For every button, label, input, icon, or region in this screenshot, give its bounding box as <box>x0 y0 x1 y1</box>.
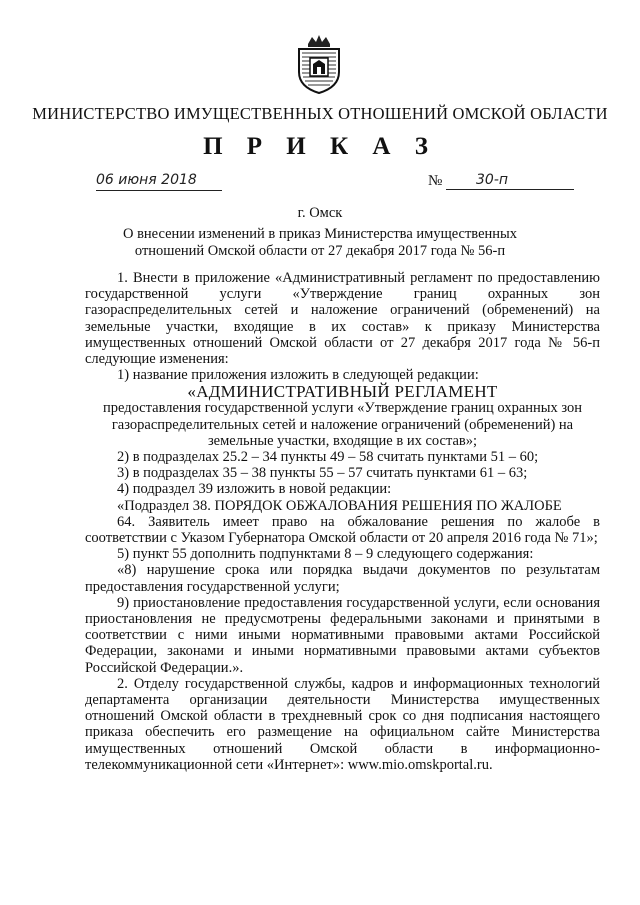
paragraph-1-item-3: 3) в подразделах 35 – 38 пункты 55 – 57 считать пунктами 61 – 63; <box>117 465 528 482</box>
subitem-9: 9) приостановление предоставления государственной услуги, если основания приостановления не предусмотрены федеральными законами и принятыми в соответствии с ними иными нормативными правовыми актами Российской Федерации, законами и иными нормативными правовыми актами субъектов Российской Федерации.». <box>85 594 600 676</box>
document-title: П Р И К А З <box>203 133 437 160</box>
city: г. Омск <box>297 205 343 221</box>
order-subject: О внесении изменений в приказ Министерства имущественных отношений Омской области от 27 декабря 2017 года № 56-п <box>122 226 518 259</box>
clause-64: 64. Заявитель имеет право на обжалование решения по жалобе в соответствии с Указом Губернатора Омской области от 20 апреля 2016 года № 71»; <box>85 513 600 547</box>
paragraph-1: 1. Внести в приложение «Административный регламент по предоставлению государственной услуги «Утверждение границ охранных зон газораспределительных сетей и наложение ограничений (обременений) на земельные участки, входящие в их состав» к приказу Министерства имущественных отношений Омской области от 27 декабря 2017 года № 56-п следующие изменения: <box>85 270 600 368</box>
paragraph-2: 2. Отделу государственной службы, кадров и информационных технологий департамента организации деятельности Министерства имущественных отношений Омской области в трехдневный срок со дня подписания настоящего приказа обеспечить его размещение на официальном сайте Министерства имущественных отношений Омской области в информационно-телекоммуникационной сети «Интернет»: www.mio.omskportal.ru. <box>85 675 600 773</box>
paragraph-1-item-2: 2) в подразделах 25.2 – 34 пункты 49 – 58 считать пунктами 51 – 60; <box>117 449 539 466</box>
order-number: 30-п <box>446 172 574 190</box>
regulation-heading: «АДМИНИСТРАТИВНЫЙ РЕГЛАМЕНТ <box>187 382 498 402</box>
subitem-8: «8) нарушение срока или порядка выдачи документов по результатам предоставления государственной услуги; <box>85 562 600 595</box>
paragraph-1-item-4: 4) подраздел 39 изложить в новой редакции: <box>117 481 392 498</box>
order-date: 06 июня 2018 <box>96 172 222 191</box>
number-label: № <box>428 173 443 189</box>
paragraph-1-item-1: 1) название приложения изложить в следующей редакции: <box>117 367 479 384</box>
paragraph-1-item-5: 5) пункт 55 дополнить подпунктами 8 – 9 следующего содержания: <box>117 546 534 563</box>
subsection-38-heading: «Подраздел 38. ПОРЯДОК ОБЖАЛОВАНИЯ РЕШЕНИЯ ПО ЖАЛОБЕ <box>117 497 562 514</box>
order-body <box>85 270 600 773</box>
ministry-name: МИНИСТЕРСТВО ИМУЩЕСТВЕННЫХ ОТНОШЕНИЙ ОМСКОЙ ОБЛАСТИ <box>32 104 608 123</box>
regulation-subtitle: предоставления государственной услуги «Утверждение границ охранных зон газораспределительных сетей и наложение ограничений (обременений) на земельные участки, входящие в их состав»; <box>102 400 583 449</box>
omsk-region-coat-of-arms-icon <box>296 34 342 94</box>
